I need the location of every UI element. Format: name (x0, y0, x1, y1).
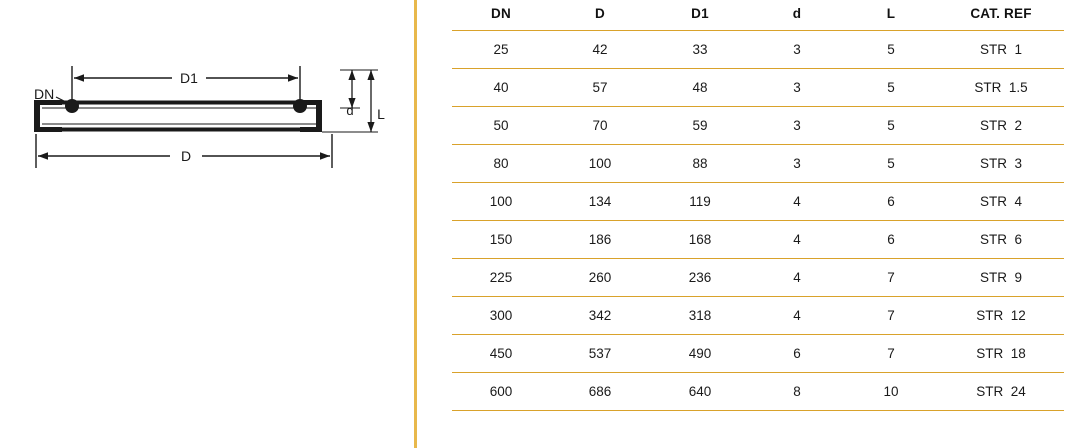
cell-d1: 490 (650, 335, 750, 373)
column-header-d-small: d (750, 0, 844, 31)
table-row (452, 31, 1064, 69)
cell-d1: 119 (650, 183, 750, 221)
cell-d-small: 4 (750, 297, 844, 335)
cell-d1: 318 (650, 297, 750, 335)
column-header-cat-ref: CAT. REF (938, 0, 1064, 31)
cell-d-small: 3 (750, 69, 844, 107)
cell-d1: 88 (650, 145, 750, 183)
cell-dn: 300 (452, 297, 550, 335)
column-header-d: D (550, 0, 650, 31)
cell-d-small: 4 (750, 221, 844, 259)
table-row (452, 373, 1064, 411)
column-header-d1: D1 (650, 0, 750, 31)
table-row (452, 297, 1064, 335)
cell-d-small: 3 (750, 145, 844, 183)
cell-d-small: 3 (750, 107, 844, 145)
cell-l: 7 (844, 335, 938, 373)
dimensions-table (452, 0, 1064, 411)
cell-d-small: 8 (750, 373, 844, 411)
cell-d: 260 (550, 259, 650, 297)
cell-d1: 640 (650, 373, 750, 411)
cell-d-small: 4 (750, 183, 844, 221)
cell-d: 342 (550, 297, 650, 335)
technical-drawing (0, 0, 410, 448)
cell-dn: 40 (452, 69, 550, 107)
cell-d: 537 (550, 335, 650, 373)
label-d-small: d (346, 103, 354, 118)
cell-dn: 450 (452, 335, 550, 373)
column-header-dn: DN (452, 0, 550, 31)
cell-cat-ref: STR 1.5 (938, 69, 1064, 107)
cell-l: 5 (844, 107, 938, 145)
cell-l: 6 (844, 183, 938, 221)
cell-l: 5 (844, 31, 938, 69)
column-header-l: L (844, 0, 938, 31)
cell-l: 6 (844, 221, 938, 259)
cell-d: 100 (550, 145, 650, 183)
bead-left (65, 99, 79, 113)
cell-dn: 50 (452, 107, 550, 145)
cell-dn: 80 (452, 145, 550, 183)
cell-dn: 150 (452, 221, 550, 259)
cell-l: 10 (844, 373, 938, 411)
vertical-divider (414, 0, 417, 448)
cell-l: 7 (844, 297, 938, 335)
cell-cat-ref: STR 4 (938, 183, 1064, 221)
table-row (452, 145, 1064, 183)
table-header-row (452, 0, 1064, 31)
cell-d-small: 3 (750, 31, 844, 69)
cell-d: 70 (550, 107, 650, 145)
cell-d1: 48 (650, 69, 750, 107)
cell-d1: 33 (650, 31, 750, 69)
cell-cat-ref: STR 2 (938, 107, 1064, 145)
cell-cat-ref: STR 1 (938, 31, 1064, 69)
cell-l: 7 (844, 259, 938, 297)
cell-d1: 59 (650, 107, 750, 145)
cell-d: 42 (550, 31, 650, 69)
cell-dn: 600 (452, 373, 550, 411)
dimensions-table-pane (452, 0, 1064, 448)
label-l: L (377, 106, 385, 122)
cell-d-small: 6 (750, 335, 844, 373)
table-row (452, 335, 1064, 373)
cell-cat-ref: STR 6 (938, 221, 1064, 259)
cell-d: 686 (550, 373, 650, 411)
cell-dn: 100 (452, 183, 550, 221)
bead-right (293, 99, 307, 113)
table-row (452, 259, 1064, 297)
cell-d: 186 (550, 221, 650, 259)
cell-l: 5 (844, 145, 938, 183)
cell-d1: 236 (650, 259, 750, 297)
label-d1: D1 (180, 70, 198, 86)
cell-cat-ref: STR 9 (938, 259, 1064, 297)
table-body (452, 31, 1064, 411)
cell-d: 57 (550, 69, 650, 107)
gasket-cross-section-diagram (0, 0, 410, 448)
label-dn: DN (34, 86, 55, 102)
table-row (452, 107, 1064, 145)
label-d-outer: D (180, 148, 192, 164)
cell-cat-ref: STR 3 (938, 145, 1064, 183)
cell-cat-ref: STR 24 (938, 373, 1064, 411)
cell-l: 5 (844, 69, 938, 107)
cell-d-small: 4 (750, 259, 844, 297)
cell-dn: 225 (452, 259, 550, 297)
table-row (452, 69, 1064, 107)
cell-cat-ref: STR 12 (938, 297, 1064, 335)
cell-dn: 25 (452, 31, 550, 69)
cell-d: 134 (550, 183, 650, 221)
table-row (452, 221, 1064, 259)
cell-d1: 168 (650, 221, 750, 259)
cell-cat-ref: STR 18 (938, 335, 1064, 373)
table-row (452, 183, 1064, 221)
